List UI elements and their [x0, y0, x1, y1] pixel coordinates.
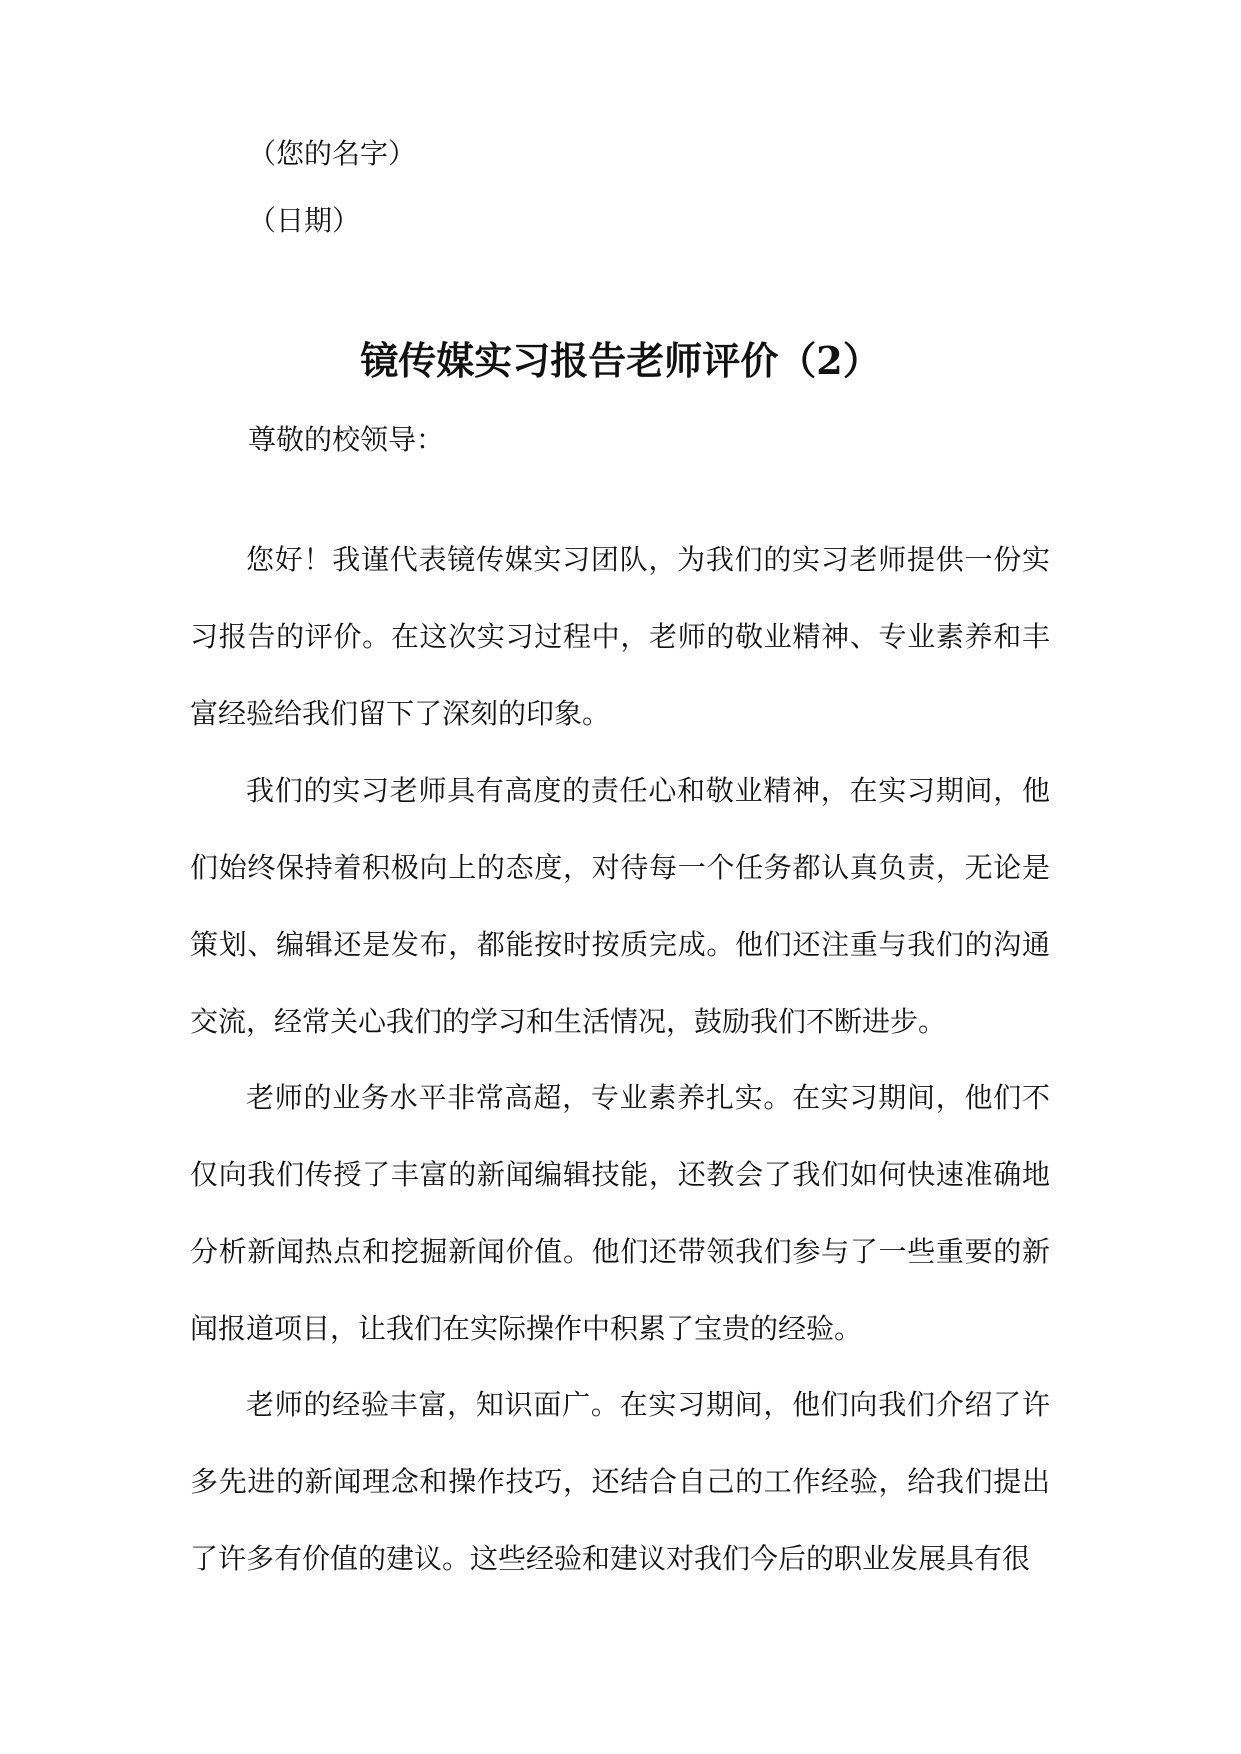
signature-name: （您的名字）	[248, 137, 417, 170]
salutation: 尊敬的校领导：	[248, 423, 445, 456]
paragraph-3: 老师的业务水平非常高超，专业素养扎实。在实习期间，他们不仅向我们传授了丰富的新闻编辑技能，还教会了我们如何快速准确地分析新闻热点和挖掘新闻价值。他们还带领我们参与了一些重要的新闻报道项目，让我们在实际操作中积累了宝贵的经验。	[190, 1081, 1050, 1345]
paragraph-2: 我们的实习老师具有高度的责任心和敬业精神，在实习期间，他们始终保持着积极向上的态度，对待每一个任务都认真负责，无论是策划、编辑还是发布，都能按时按质完成。他们还注重与我们的沟通交流，经常关心我们的学习和生活情况，鼓励我们不断进步。	[190, 774, 1050, 1038]
paragraph-4: 老师的经验丰富，知识面广。在实习期间，他们向我们介绍了许多先进的新闻理念和操作技巧，还结合自己的工作经验，给我们提出了许多有价值的建议。这些经验和建议对我们今后的职业发展具有很	[190, 1388, 1050, 1575]
signature-date: （日期）	[248, 204, 361, 237]
paragraph-1: 您好！我谨代表镜传媒实习团队，为我们的实习老师提供一份实习报告的评价。在这次实习过程中，老师的敬业精神、专业素养和丰富经验给我们留下了深刻的印象。	[190, 543, 1050, 730]
document-title: 镜传媒实习报告老师评价（2）	[360, 338, 881, 383]
